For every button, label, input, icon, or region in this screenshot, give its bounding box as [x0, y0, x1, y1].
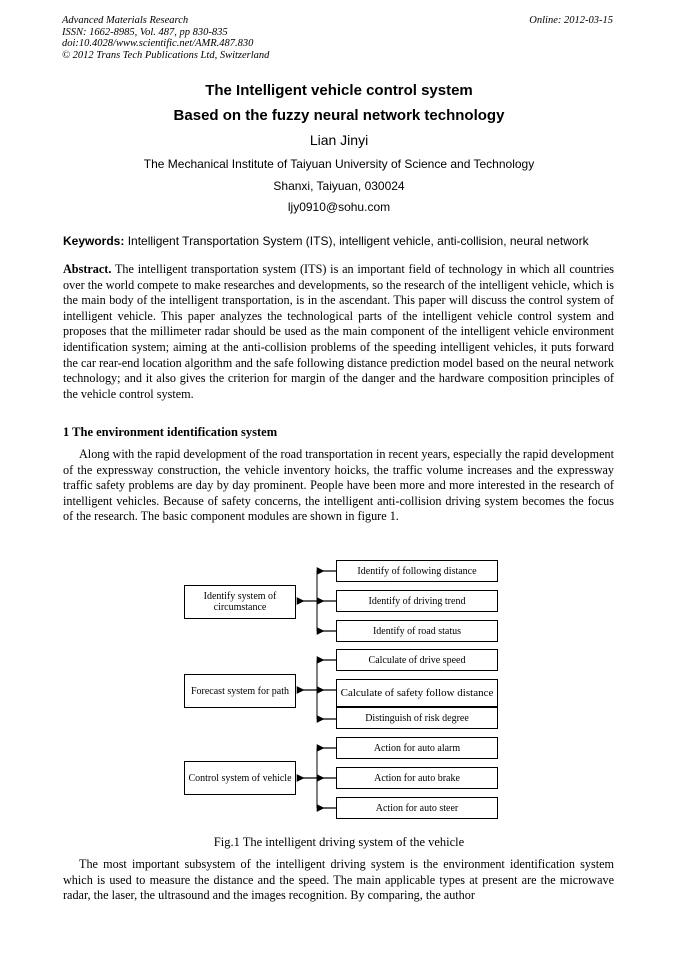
address: Shanxi, Taiyuan, 030024: [273, 179, 405, 193]
figure-item-box: Action for auto brake: [336, 767, 498, 789]
abstract-text: The intelligent transportation system (ITS) is an important field of technology in which all countries over the world compete to make researches and developments, so the research of the intelligent vehicle, which is the main body of the intelligent transportation, is in the ascendant. This paper will discuss the control system of intelligent vehicle. This paper analyzes the technological parts of the intelligent vehicle control system and proposes that the millimeter radar should be used as the main component of the intelligent vehicle environment identification system; aiming at the anti-collision problems of the speeding intelligent vehicles, it puts forward the car rear-end location algorithm and the safe following distance prediction model based on the neural network technology; and it also gives the criterion for margin of the danger and the hardware composition principles of the vehicle control system.: [63, 262, 614, 401]
figure-system-box: Forecast system for path: [184, 674, 296, 708]
paper-title-line2: Based on the fuzzy neural network technology: [173, 107, 505, 124]
body-paragraph: Along with the rapid development of the road transportation in recent years, especially the rapid development of the expressway construction, the vehicle inventory hoicks, the traffic volume increases and the expressway traffic safety problems are day by day prominent. People have been more and more interested in the research of intelligent vehicles. Because of safety concerns, the intelligent anti-collision driving system becomes the focus of the research. The basic component modules are shown in figure 1.: [63, 447, 614, 524]
figure-item-box: Calculate of safety follow distance: [336, 679, 498, 707]
figure-item-box: Identify of road status: [336, 620, 498, 642]
connector-group-1: [298, 571, 336, 631]
paper-title-line1: The Intelligent vehicle control system: [205, 82, 473, 99]
author: Lian Jinyi: [309, 132, 369, 148]
section-heading: 1 The environment identification system: [63, 425, 278, 439]
figure-item-box: Distinguish of risk degree: [336, 707, 498, 729]
figure-system-box: Identify system of circumstance: [184, 585, 296, 619]
figure-system-box: Control system of vehicle: [184, 761, 296, 795]
journal-name: Advanced Materials Research: [62, 15, 189, 26]
figure-item-box: Calculate of drive speed: [336, 649, 498, 671]
abstract-label: Abstract.: [63, 262, 112, 276]
issn: ISSN: 1662-8985, Vol. 487, pp 830-835: [62, 26, 228, 38]
keywords-text: Intelligent Transportation System (ITS), intelligent vehicle, anti-collision, neural network: [124, 234, 589, 248]
affiliation: The Mechanical Institute of Taiyuan University of Science and Technology: [143, 157, 535, 171]
doi: doi:10.4028/www.scientific.net/AMR.487.830: [62, 38, 254, 49]
body-paragraph: The most important subsystem of the intelligent driving system is the environment identification system which is used to measure the distance and the speed. The main applicable types at present are the microwave radar, the laser, the ultrasound and the images recognition. By comparing, the author: [63, 857, 614, 903]
keywords-label: Keywords:: [63, 234, 125, 248]
figure-caption: Fig.1 The intelligent driving system of the vehicle: [213, 835, 465, 849]
figure-item-box: Action for auto steer: [336, 797, 498, 819]
email: ljy0910@sohu.com: [287, 200, 391, 214]
connector-group-2: [298, 660, 336, 719]
connector-group-3: [298, 748, 336, 808]
online-date: Online: 2012-03-15: [529, 15, 613, 26]
figure-item-box: Identify of driving trend: [336, 590, 498, 612]
copyright: © 2012 Trans Tech Publications Ltd, Switzerland: [62, 49, 270, 61]
figure-item-box: Identify of following distance: [336, 560, 498, 582]
figure-item-box: Action for auto alarm: [336, 737, 498, 759]
